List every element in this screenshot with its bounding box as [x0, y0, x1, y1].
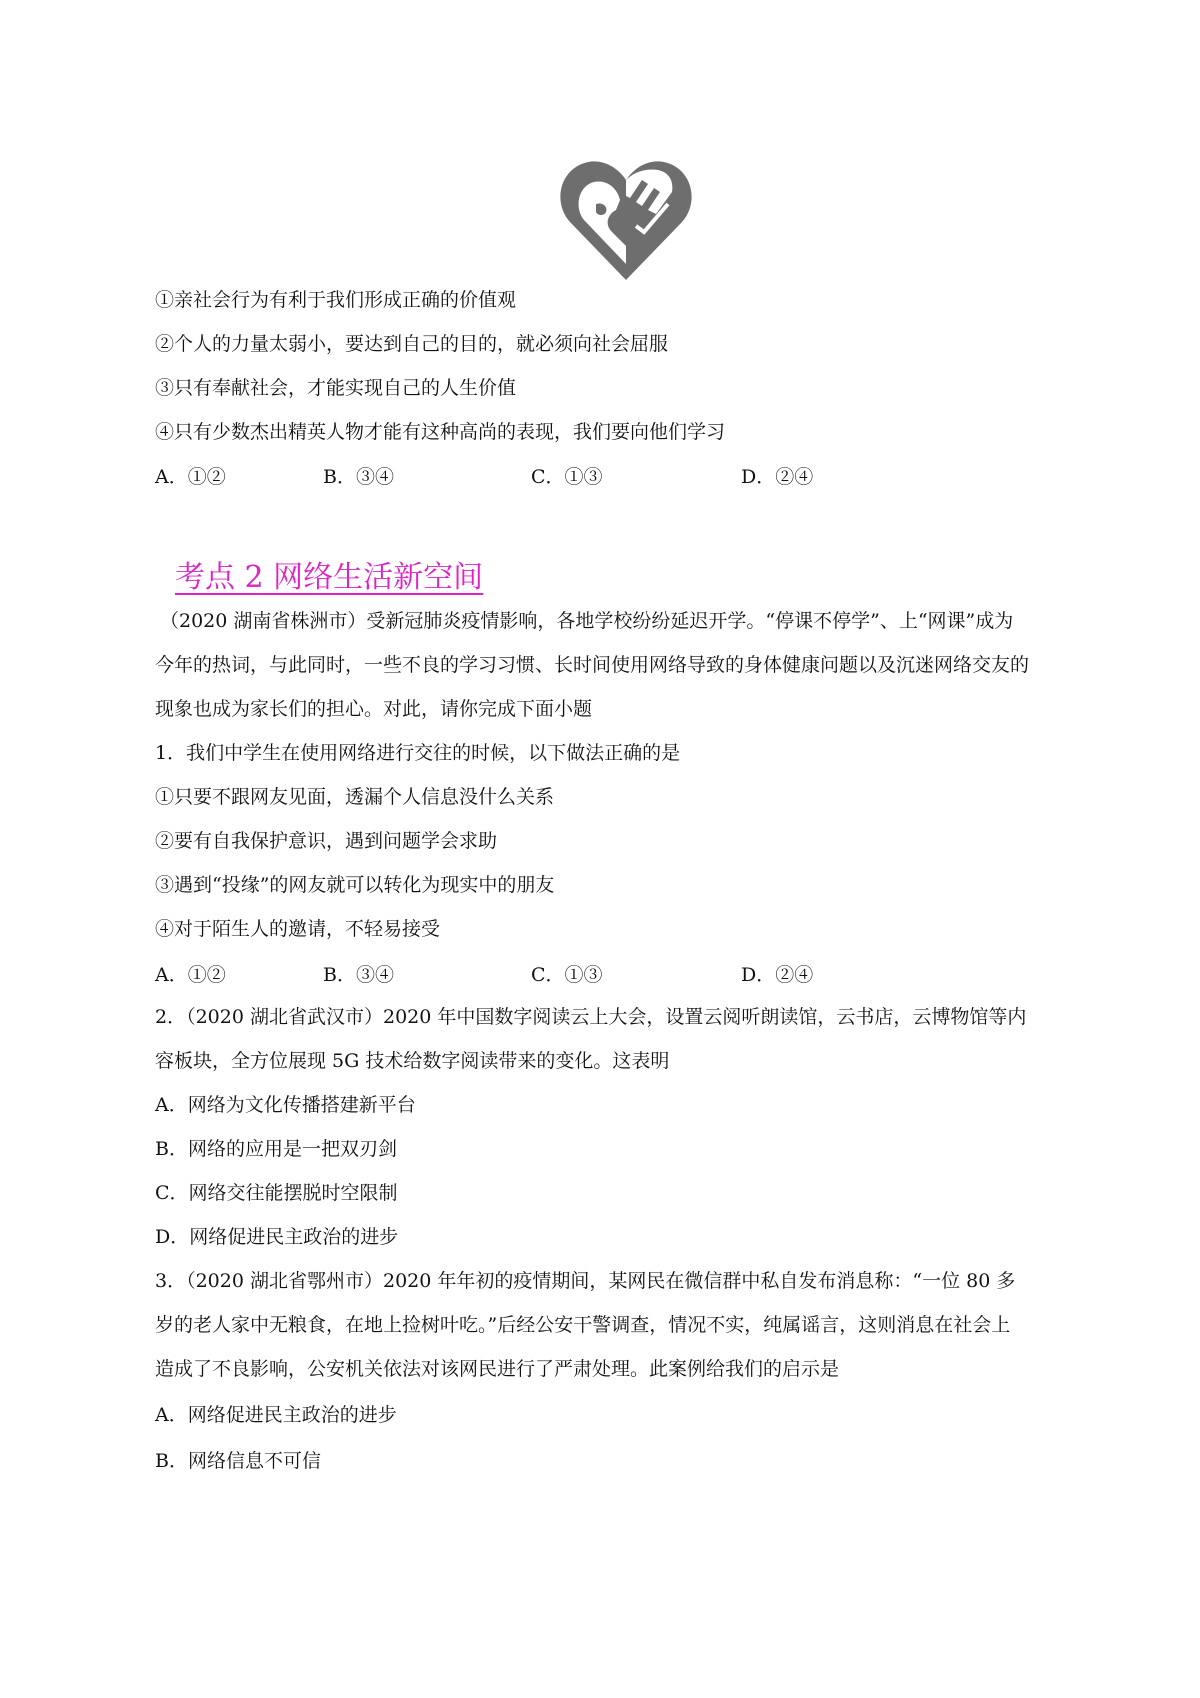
- q2-option-a[interactable]: A．网络为文化传播搭建新平台: [155, 1094, 416, 1116]
- q3-option-b[interactable]: B．网络信息不可信: [155, 1450, 321, 1472]
- q1-stem: 1．我们中学生在使用网络进行交往的时候，以下做法正确的是: [155, 742, 681, 764]
- q1-option-d[interactable]: D．②④: [741, 964, 814, 986]
- q3-stem-line-3: 造成了不良影响，公安机关依法对该网民进行了严肃处理。此案例给我们的启示是: [155, 1358, 840, 1380]
- q1-option-a[interactable]: A．①②: [155, 964, 226, 986]
- q3-stem-line-1: 3．（2020 湖北省鄂州市）2020 年年初的疫情期间，某网民在微信群中私自发布消息称：“一位 80 多: [155, 1270, 1016, 1292]
- q1-option-c[interactable]: C．①③: [531, 964, 603, 986]
- q1-statement-4: ④对于陌生人的邀请，不轻易接受: [155, 918, 441, 940]
- q2-option-b[interactable]: B．网络的应用是一把双刃剑: [155, 1138, 397, 1160]
- q2-stem-line-2: 容板块，全方位展现 5G 技术给数字阅读带来的变化。这表明: [155, 1050, 670, 1072]
- q2-option-d[interactable]: D．网络促进民主政治的进步: [155, 1226, 399, 1248]
- intro-line-1: （2020 湖南省株洲市）受新冠肺炎疫情影响，各地学校纷纷延迟开学。“停课不停学”、上“网课”成为: [160, 610, 1014, 632]
- q1-statement-2: ②要有自我保护意识，遇到问题学会求助: [155, 830, 498, 852]
- intro-line-3: 现象也成为家长们的担心。对此，请你完成下面小题: [155, 698, 593, 720]
- prev-statement-4: ④只有少数杰出精英人物才能有这种高尚的表现，我们要向他们学习: [155, 421, 726, 443]
- prev-option-a[interactable]: A．①②: [155, 466, 226, 488]
- prev-statement-2: ②个人的力量太弱小，要达到自己的目的，就必须向社会屈服: [155, 333, 669, 355]
- q3-option-a[interactable]: A．网络促进民主政治的进步: [155, 1404, 397, 1426]
- q2-option-c[interactable]: C．网络交往能摆脱时空限制: [155, 1182, 398, 1204]
- intro-line-2: 今年的热词，与此同时，一些不良的学习习惯、长时间使用网络导致的身体健康问题以及沉迷网络交友的: [155, 654, 1030, 676]
- q1-statement-3: ③遇到“投缘”的网友就可以转化为现实中的朋友: [155, 874, 555, 896]
- q3-stem-line-2: 岁的老人家中无粮食，在地上捡树叶吃。”后经公安干警调查，情况不实，纯属谣言，这则消息在社会上: [155, 1314, 1011, 1336]
- q2-stem-line-1: 2．（2020 湖北省武汉市）2020 年中国数字阅读云上大会，设置云阅听朗读馆，云书店，云博物馆等内: [155, 1006, 1027, 1028]
- prev-option-c[interactable]: C．①③: [531, 466, 603, 488]
- prev-option-d[interactable]: D．②④: [741, 466, 814, 488]
- prev-statement-1: ①亲社会行为有利于我们形成正确的价值观: [155, 289, 517, 311]
- prev-option-b[interactable]: B．③④: [323, 466, 394, 488]
- heart-hand-logo-icon: [556, 152, 696, 287]
- section-title: 考点 2 网络生活新空间: [175, 560, 484, 595]
- prev-statement-3: ③只有奉献社会，才能实现自己的人生价值: [155, 377, 517, 399]
- q1-option-b[interactable]: B．③④: [323, 964, 394, 986]
- q1-statement-1: ①只要不跟网友见面，透漏个人信息没什么关系: [155, 786, 555, 808]
